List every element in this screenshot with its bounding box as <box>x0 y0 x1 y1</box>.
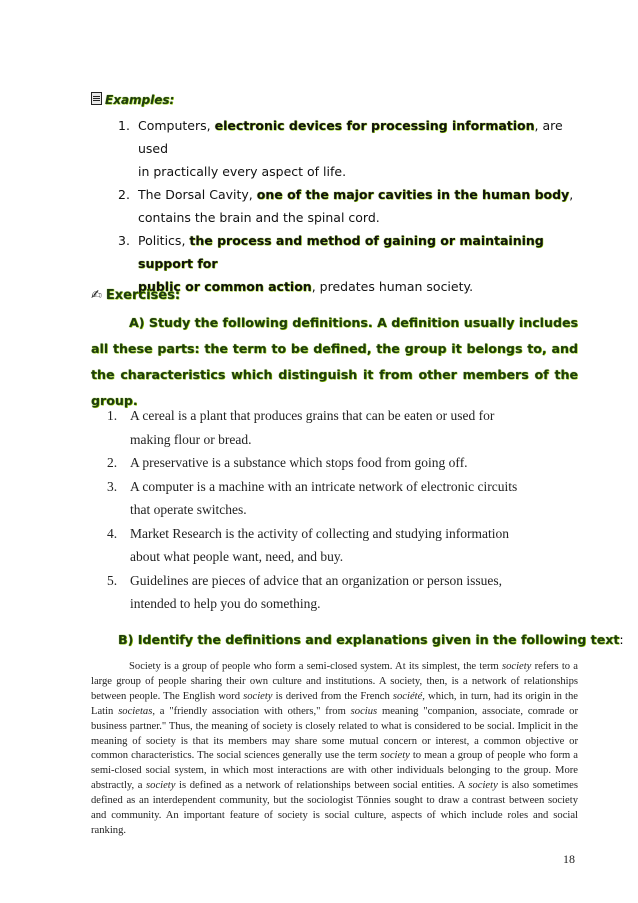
example-text: Computers, <box>138 118 215 133</box>
example-number: 1. <box>118 118 130 133</box>
example-text: Politics, <box>138 233 190 248</box>
exercise-a-instruction <box>91 310 578 414</box>
page-number: 18 <box>563 852 575 866</box>
passage-text: refers to a large group of people sharing their own culture and institutions. A society, then, is a network of relationships between people. The English word <box>91 661 579 702</box>
example-text: , are used <box>138 118 563 156</box>
definition-item <box>107 475 577 522</box>
definition-text: Market Research is the activity of collecting and studying information <box>130 525 510 541</box>
definition-number: 5. <box>107 572 118 588</box>
example-number: 3. <box>118 233 130 248</box>
example-text: in practically every aspect of life. <box>138 164 347 179</box>
passage-italic-term: société <box>392 690 423 702</box>
examples-heading <box>91 92 174 107</box>
definition-text: Guidelines are pieces of advice that an organization or person issues, <box>130 572 503 588</box>
definition-item <box>107 451 577 475</box>
definition-number: 1. <box>107 408 118 423</box>
passage-italic-term: societas <box>118 705 153 717</box>
passage-text: , which, in turn, had its origin in the Latin <box>91 690 578 717</box>
example-text: contains the brain and the spinal cord. <box>138 210 380 225</box>
definitions-list <box>107 404 577 616</box>
example-text: The Dorsal Cavity, <box>138 187 257 202</box>
society-passage <box>91 660 578 839</box>
definition-text: A computer is a machine with an intricate network of electronic circuits <box>130 478 518 494</box>
definition-text: making flour or bread. <box>130 431 252 447</box>
passage-text: is derived from the French <box>272 690 393 702</box>
exercise-b-heading <box>118 632 624 647</box>
passage-italic-term: society <box>501 661 532 672</box>
definition-item <box>107 404 577 451</box>
passage-text: is also sometimes defined as an interdependent community, but the sociologist Tönnies sought to draw a contrast between society and community. An important feature of society is social culture, aspects of which include roles and social ranking. <box>91 780 579 836</box>
examples-list <box>118 114 578 298</box>
definition-text: A preservative is a substance which stops food from going off. <box>130 455 468 470</box>
example-text: , <box>569 187 574 202</box>
example-term: one of the major cavities in the human body <box>256 187 570 202</box>
passage-italic-term: society <box>468 780 498 792</box>
example-term: the process and method of gaining or maintaining support for <box>138 233 544 271</box>
exercise-b-colon: : <box>619 632 624 647</box>
example-term: electronic devices for processing information <box>214 118 535 133</box>
passage-text: meaning "companion, associate, comrade or business partner." Thus, the meaning of society is closely related to what is considered to be social. Implicit in the meaning of society is that its members may share some mutual concern or interest, a common objective or common characteristics. The social sciences generally use the term <box>91 705 578 762</box>
instruction-text: A) Study the following definitions. A definition usually includes all these parts: the term to be defined, the group it belongs to, and the characteristics which distinguish it from other members of the group. <box>91 315 578 408</box>
definition-text: about what people want, need, and buy. <box>130 549 344 564</box>
passage-text: , a "friendly association with others," from <box>152 705 351 717</box>
definition-item <box>107 569 577 616</box>
passage-italic-term: socius <box>350 705 378 717</box>
passage-italic-term: society <box>243 690 273 702</box>
definition-text: intended to help you do something. <box>130 596 321 611</box>
example-item <box>118 183 578 229</box>
definition-number: 3. <box>107 478 118 494</box>
examples-heading-text: Examples: <box>105 93 175 107</box>
definition-text: A cereal is a plant that produces grains that can be eaten or used for <box>130 408 495 423</box>
pencil-icon: ✍ <box>91 288 102 303</box>
definition-item <box>107 522 577 569</box>
passage-italic-term: society <box>380 750 410 762</box>
example-item <box>118 229 578 298</box>
example-item <box>118 114 578 183</box>
document-icon <box>91 92 102 105</box>
passage-italic-term: society <box>146 780 176 792</box>
passage-text: Society is a group of people who form a semi-closed system. At its simplest, the term <box>129 661 499 672</box>
definition-number: 2. <box>107 455 118 470</box>
definition-text: that operate switches. <box>130 502 247 517</box>
passage-text: to mean a group of people who form a semi-closed social system, in which most interactions are with other individuals belonging to the group. More abstractly, a <box>91 750 578 792</box>
example-text: , predates human society. <box>311 279 474 294</box>
exercise-b-heading-text: B) Identify the definitions and explanations given in the following text <box>118 632 620 647</box>
example-term: public or common action <box>138 279 312 294</box>
exercises-heading <box>91 288 180 303</box>
definition-number: 4. <box>107 525 118 541</box>
example-number: 2. <box>118 187 130 202</box>
passage-text: is defined as a network of relationships between social entities. A <box>175 780 469 792</box>
exercises-heading-text: Exercises: <box>105 288 181 303</box>
